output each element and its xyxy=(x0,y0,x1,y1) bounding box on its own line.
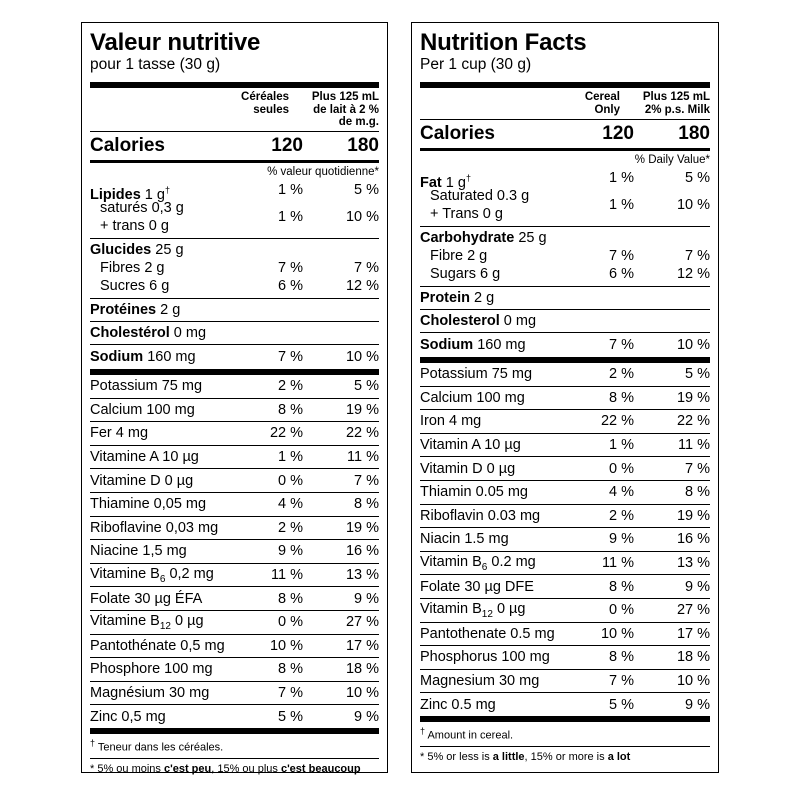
footnote-part: * 5% or less is xyxy=(420,750,493,763)
nutrient-value-1: 9 % xyxy=(609,531,634,548)
fat-label: Fat xyxy=(420,174,442,191)
nutrient-row xyxy=(90,446,379,469)
carb-row xyxy=(90,239,379,259)
carb-label: Glucides xyxy=(90,242,152,258)
nutrient-label: Magnésium 30 mg xyxy=(90,685,210,702)
footnote-bold: a little xyxy=(492,750,525,763)
nutrient-row xyxy=(420,528,710,551)
nutrient-value-1: 0 % xyxy=(609,460,634,477)
nutrient-label-part: 0 µg xyxy=(492,600,526,617)
nutrient-row xyxy=(420,410,710,433)
sodium-value-2: 10 % xyxy=(345,349,379,365)
nutrient-row xyxy=(420,599,710,622)
fat-group xyxy=(420,167,710,191)
nutrient-value-2: 19 % xyxy=(676,389,710,406)
nutrient-value-2: 5 % xyxy=(685,366,710,383)
saturated-group xyxy=(90,199,379,238)
nutrient-label-part: 0 µg xyxy=(170,612,204,629)
nutrient-row xyxy=(420,387,710,410)
nutrient-label: Magnesium 30 mg xyxy=(420,673,540,690)
fibre-row xyxy=(90,259,379,277)
sodium-label: Sodium xyxy=(90,349,144,365)
nutrient-label xyxy=(420,554,582,573)
nutrient-label-part: Vitamin B xyxy=(420,600,482,617)
nutrient-subscript: 12 xyxy=(159,620,171,632)
nutrient-value-2: 18 % xyxy=(345,661,379,678)
fat-value-1: 1 % xyxy=(609,170,634,186)
sugars-value-2: 12 % xyxy=(676,266,710,282)
protein-row xyxy=(90,299,379,321)
footnote-part: , 15% ou plus xyxy=(211,762,281,775)
sodium-value-1: 7 % xyxy=(278,349,303,365)
nutrient-row xyxy=(90,375,379,398)
nutrient-value-2: 22 % xyxy=(345,425,379,442)
nutrient-row xyxy=(90,422,379,445)
nutrient-row xyxy=(420,481,710,504)
fat-value-2: 5 % xyxy=(685,170,710,186)
nutrient-value-1: 4 % xyxy=(609,484,634,501)
cholesterol-row xyxy=(90,322,379,344)
nutrient-row xyxy=(420,457,710,480)
sugars-label: Sugars 6 g xyxy=(430,266,501,282)
sugars-row xyxy=(90,277,379,295)
nutrient-list xyxy=(420,363,710,716)
nutrient-value-2: 7 % xyxy=(685,460,710,477)
label-title: Nutrition Facts xyxy=(420,29,587,56)
nutrient-value-2: 22 % xyxy=(676,413,710,430)
nutrient-label xyxy=(90,566,251,585)
fat-label: Lipides xyxy=(90,186,141,203)
fibre-value-2: 7 % xyxy=(685,248,710,264)
nutrient-row xyxy=(420,646,710,669)
sat-value-1: 1 % xyxy=(609,197,634,213)
fibre-label: Fibres 2 g xyxy=(100,260,165,276)
footnote-dv xyxy=(90,759,379,776)
fibre-value-2: 7 % xyxy=(354,260,379,276)
nutrient-row xyxy=(420,505,710,528)
footnote-bold: c'est peu xyxy=(163,762,212,775)
nutrient-label-part: Vitamin B xyxy=(420,553,482,570)
sat-value-2: 10 % xyxy=(676,197,710,213)
nutrient-value-2: 27 % xyxy=(676,602,710,619)
sodium-row xyxy=(420,333,710,357)
dagger-mark: † xyxy=(90,737,96,748)
serving-size: pour 1 tasse (30 g) xyxy=(90,56,221,73)
nutrient-value-2: 19 % xyxy=(676,507,710,524)
footnote-part: * 5% ou moins xyxy=(90,762,164,775)
calories-value-2: 180 xyxy=(678,123,710,144)
nutrient-value-2: 16 % xyxy=(345,543,379,560)
cholesterol-amount: 0 mg xyxy=(503,313,537,329)
nutrient-label: Fer 4 mg xyxy=(90,425,149,442)
nutrient-value-2: 9 % xyxy=(354,708,379,725)
footnote-bold: a lot xyxy=(607,750,631,763)
nutrient-row xyxy=(420,434,710,457)
nutrient-value-2: 19 % xyxy=(345,519,379,536)
nutrient-label-part: Vitamine B xyxy=(90,565,160,582)
serving-size: Per 1 cup (30 g) xyxy=(420,56,532,73)
nutrient-value-2: 9 % xyxy=(685,578,710,595)
nutrient-value-1: 5 % xyxy=(278,708,303,725)
nutrient-value-2: 8 % xyxy=(354,496,379,513)
sat-value-1: 1 % xyxy=(278,209,303,225)
nutrient-row xyxy=(90,635,379,658)
nutrient-value-2: 5 % xyxy=(354,378,379,395)
nutrient-value-1: 7 % xyxy=(609,673,634,690)
nutrient-value-2: 8 % xyxy=(685,484,710,501)
nutrient-value-1: 8 % xyxy=(278,590,303,607)
nutrient-label: Riboflavine 0,03 mg xyxy=(90,519,219,536)
trans-label: + Trans 0 g xyxy=(430,206,503,222)
col2-header: Plus 125 mL 2% p.s. Milk xyxy=(642,91,710,116)
footnote-text: Teneur dans les céréales. xyxy=(95,741,224,754)
cholesterol-row xyxy=(420,310,710,332)
nutrient-value-1: 2 % xyxy=(278,519,303,536)
nutrient-label-part: Vitamine B xyxy=(90,612,160,629)
sodium-label: Sodium xyxy=(420,337,474,353)
nutrient-label: Phosphore 100 mg xyxy=(90,661,213,678)
protein-amount: 2 g xyxy=(160,302,181,318)
nutrient-label: Folate 30 µg DFE xyxy=(420,578,534,595)
fat-amount: 1 g xyxy=(144,186,165,203)
nutrient-value-1: 4 % xyxy=(278,496,303,513)
nutrient-row xyxy=(90,682,379,705)
nutrient-value-2: 9 % xyxy=(354,590,379,607)
nutrient-value-1: 8 % xyxy=(278,661,303,678)
nutrient-value-1: 1 % xyxy=(278,449,303,466)
nutrient-value-1: 8 % xyxy=(609,389,634,406)
nutrient-label-part: 0,2 mg xyxy=(165,565,214,582)
nutrient-row xyxy=(90,658,379,681)
nutrient-label: Calcium 100 mg xyxy=(420,389,525,406)
nutrient-value-2: 19 % xyxy=(345,401,379,418)
fat-value-2: 5 % xyxy=(354,182,379,198)
nutrient-label xyxy=(420,601,582,620)
nutrient-value-2: 9 % xyxy=(685,696,710,713)
sugars-row xyxy=(420,265,710,283)
calories-row xyxy=(90,132,379,160)
protein-amount: 2 g xyxy=(473,290,495,306)
nutrient-value-1: 22 % xyxy=(269,425,303,442)
protein-label: Protein xyxy=(420,290,470,306)
nutrient-value-1: 0 % xyxy=(609,602,634,619)
column-header xyxy=(420,88,710,119)
nutrient-value-2: 10 % xyxy=(676,673,710,690)
nutrient-value-1: 11 % xyxy=(271,567,303,584)
dv-header: % valeur quotidienne* xyxy=(267,166,379,178)
nutrient-value-1: 2 % xyxy=(609,507,634,524)
carb-label: Carbohydrate xyxy=(420,230,515,246)
cholesterol-label: Cholestérol xyxy=(90,325,170,341)
nutrient-row xyxy=(420,575,710,598)
nutrient-row xyxy=(90,399,379,422)
nutrient-value-1: 0 % xyxy=(278,614,303,631)
nutrient-label: Vitamine A 10 µg xyxy=(90,449,199,466)
nutrient-label-part: 0.2 mg xyxy=(487,553,536,570)
footnote-text: Amount in cereal. xyxy=(425,729,514,742)
nutrient-value-1: 9 % xyxy=(278,543,303,560)
nutrient-row xyxy=(420,693,710,716)
nutrient-value-1: 0 % xyxy=(278,472,303,489)
calories-row xyxy=(420,120,710,148)
nutrient-subscript: 6 xyxy=(481,561,488,573)
nutrient-label: Potassium 75 mg xyxy=(420,366,533,383)
fibre-value-1: 7 % xyxy=(278,260,303,276)
column-header xyxy=(90,88,379,131)
saturated-label: Saturated 0.3 g xyxy=(430,188,530,204)
nutrition-label-english xyxy=(411,22,719,773)
nutrient-value-2: 10 % xyxy=(345,685,379,702)
col2-header: Plus 125 mL de lait à 2 % de m.g. xyxy=(311,91,379,128)
nutrient-list xyxy=(90,375,379,728)
sodium-value-1: 7 % xyxy=(609,337,634,353)
sodium-value-2: 10 % xyxy=(676,337,710,353)
cholesterol-label: Cholesterol xyxy=(420,313,500,329)
nutrient-row xyxy=(420,670,710,693)
nutrient-label: Riboflavin 0.03 mg xyxy=(420,507,541,524)
nutrient-value-2: 7 % xyxy=(354,472,379,489)
nutrient-row xyxy=(90,540,379,563)
nutrient-row xyxy=(90,517,379,540)
nutrient-row xyxy=(420,552,710,575)
nutrient-label: Niacine 1,5 mg xyxy=(90,543,187,560)
nutrient-label xyxy=(90,613,251,632)
nutrient-value-1: 7 % xyxy=(278,685,303,702)
nutrient-row xyxy=(90,469,379,492)
nutrient-label: Vitamin A 10 µg xyxy=(420,437,521,454)
nutrient-label: Folate 30 µg ÉFA xyxy=(90,590,203,607)
fat-group xyxy=(90,179,379,203)
nutrient-value-1: 1 % xyxy=(609,437,634,454)
nutrient-value-1: 5 % xyxy=(609,696,634,713)
nutrient-value-1: 8 % xyxy=(609,649,634,666)
nutrient-value-1: 8 % xyxy=(278,401,303,418)
nutrient-label: Niacin 1.5 mg xyxy=(420,531,509,548)
trans-label: + trans 0 g xyxy=(100,218,169,234)
nutrient-row xyxy=(420,363,710,386)
nutrient-label: Calcium 100 mg xyxy=(90,401,195,418)
protein-row xyxy=(420,287,710,309)
nutrient-value-2: 11 % xyxy=(347,449,379,466)
nutrient-row xyxy=(90,705,379,728)
nutrient-label: Iron 4 mg xyxy=(420,413,482,430)
protein-label: Protéines xyxy=(90,302,157,318)
label-title: Valeur nutritive xyxy=(90,29,261,56)
dagger-mark: † xyxy=(164,185,170,195)
fat-value-1: 1 % xyxy=(278,182,303,198)
nutrient-label: Potassium 75 mg xyxy=(90,378,203,395)
nutrient-label: Phosphorus 100 mg xyxy=(420,649,550,666)
calories-value-2: 180 xyxy=(347,135,379,156)
nutrient-label: Thiamine 0,05 mg xyxy=(90,496,207,513)
calories-label: Calories xyxy=(420,123,495,144)
sugars-value-1: 6 % xyxy=(609,266,634,282)
footnote-part: , 15% or more is xyxy=(524,750,608,763)
col1-header: Céréales seules xyxy=(241,91,289,116)
fibre-label: Fibre 2 g xyxy=(430,248,488,264)
carb-amount: 25 g xyxy=(155,242,184,258)
nutrient-label: Vitamine D 0 µg xyxy=(90,472,194,489)
nutrient-label: Pantothenate 0.5 mg xyxy=(420,625,555,642)
nutrient-value-2: 13 % xyxy=(676,555,710,572)
nutrient-label: Zinc 0.5 mg xyxy=(420,696,496,713)
nutrient-row xyxy=(90,587,379,610)
nutrient-label: Thiamin 0.05 mg xyxy=(420,484,528,501)
sat-value-2: 10 % xyxy=(345,209,379,225)
nutrient-value-2: 13 % xyxy=(345,567,379,584)
nutrient-label: Pantothénate 0,5 mg xyxy=(90,637,225,654)
nutrient-label: Vitamin D 0 µg xyxy=(420,460,516,477)
calories-value-1: 120 xyxy=(271,135,303,156)
fat-amount: 1 g xyxy=(445,174,466,191)
nutrient-value-1: 10 % xyxy=(600,625,634,642)
nutrient-value-1: 2 % xyxy=(278,378,303,395)
nutrient-value-1: 8 % xyxy=(609,578,634,595)
saturated-label: saturés 0,3 g xyxy=(100,200,184,216)
sugars-label: Sucres 6 g xyxy=(100,278,170,294)
sodium-amount: 160 mg xyxy=(147,349,196,365)
sodium-row xyxy=(90,345,379,369)
footnote-dv xyxy=(420,747,710,764)
nutrient-value-2: 18 % xyxy=(676,649,710,666)
carb-row xyxy=(420,227,710,247)
col1-header: Cereal Only xyxy=(584,91,620,116)
nutrient-value-2: 27 % xyxy=(345,614,379,631)
footnote-dagger xyxy=(420,722,710,743)
footnote-dagger xyxy=(90,734,379,755)
carb-amount: 25 g xyxy=(518,230,547,246)
nutrient-label: Zinc 0,5 mg xyxy=(90,708,166,725)
nutrient-value-2: 17 % xyxy=(676,625,710,642)
dagger-mark: † xyxy=(420,725,426,736)
dagger-mark: † xyxy=(465,173,471,183)
fibre-value-1: 7 % xyxy=(609,248,634,264)
cholesterol-amount: 0 mg xyxy=(173,325,207,341)
saturated-group xyxy=(420,187,710,226)
nutrient-value-2: 17 % xyxy=(345,637,379,654)
nutrient-value-1: 11 % xyxy=(602,555,634,572)
sugars-value-2: 12 % xyxy=(345,278,379,294)
nutrient-row xyxy=(420,623,710,646)
footnote-bold: c'est beaucoup xyxy=(280,762,361,775)
nutrient-row xyxy=(90,611,379,634)
nutrition-label-french xyxy=(81,22,388,773)
nutrient-value-2: 16 % xyxy=(676,531,710,548)
nutrient-subscript: 6 xyxy=(159,573,166,585)
nutrient-row xyxy=(90,493,379,516)
sodium-amount: 160 mg xyxy=(477,337,526,353)
nutrient-value-2: 11 % xyxy=(678,437,710,454)
nutrient-row xyxy=(90,564,379,587)
dv-header: % Daily Value* xyxy=(634,154,710,166)
calories-value-1: 120 xyxy=(602,123,634,144)
fibre-row xyxy=(420,247,710,265)
nutrient-value-1: 2 % xyxy=(609,366,634,383)
nutrient-value-1: 10 % xyxy=(269,637,303,654)
sugars-value-1: 6 % xyxy=(278,278,303,294)
nutrient-subscript: 12 xyxy=(481,608,493,620)
nutrient-value-1: 22 % xyxy=(600,413,634,430)
calories-label: Calories xyxy=(90,135,165,156)
